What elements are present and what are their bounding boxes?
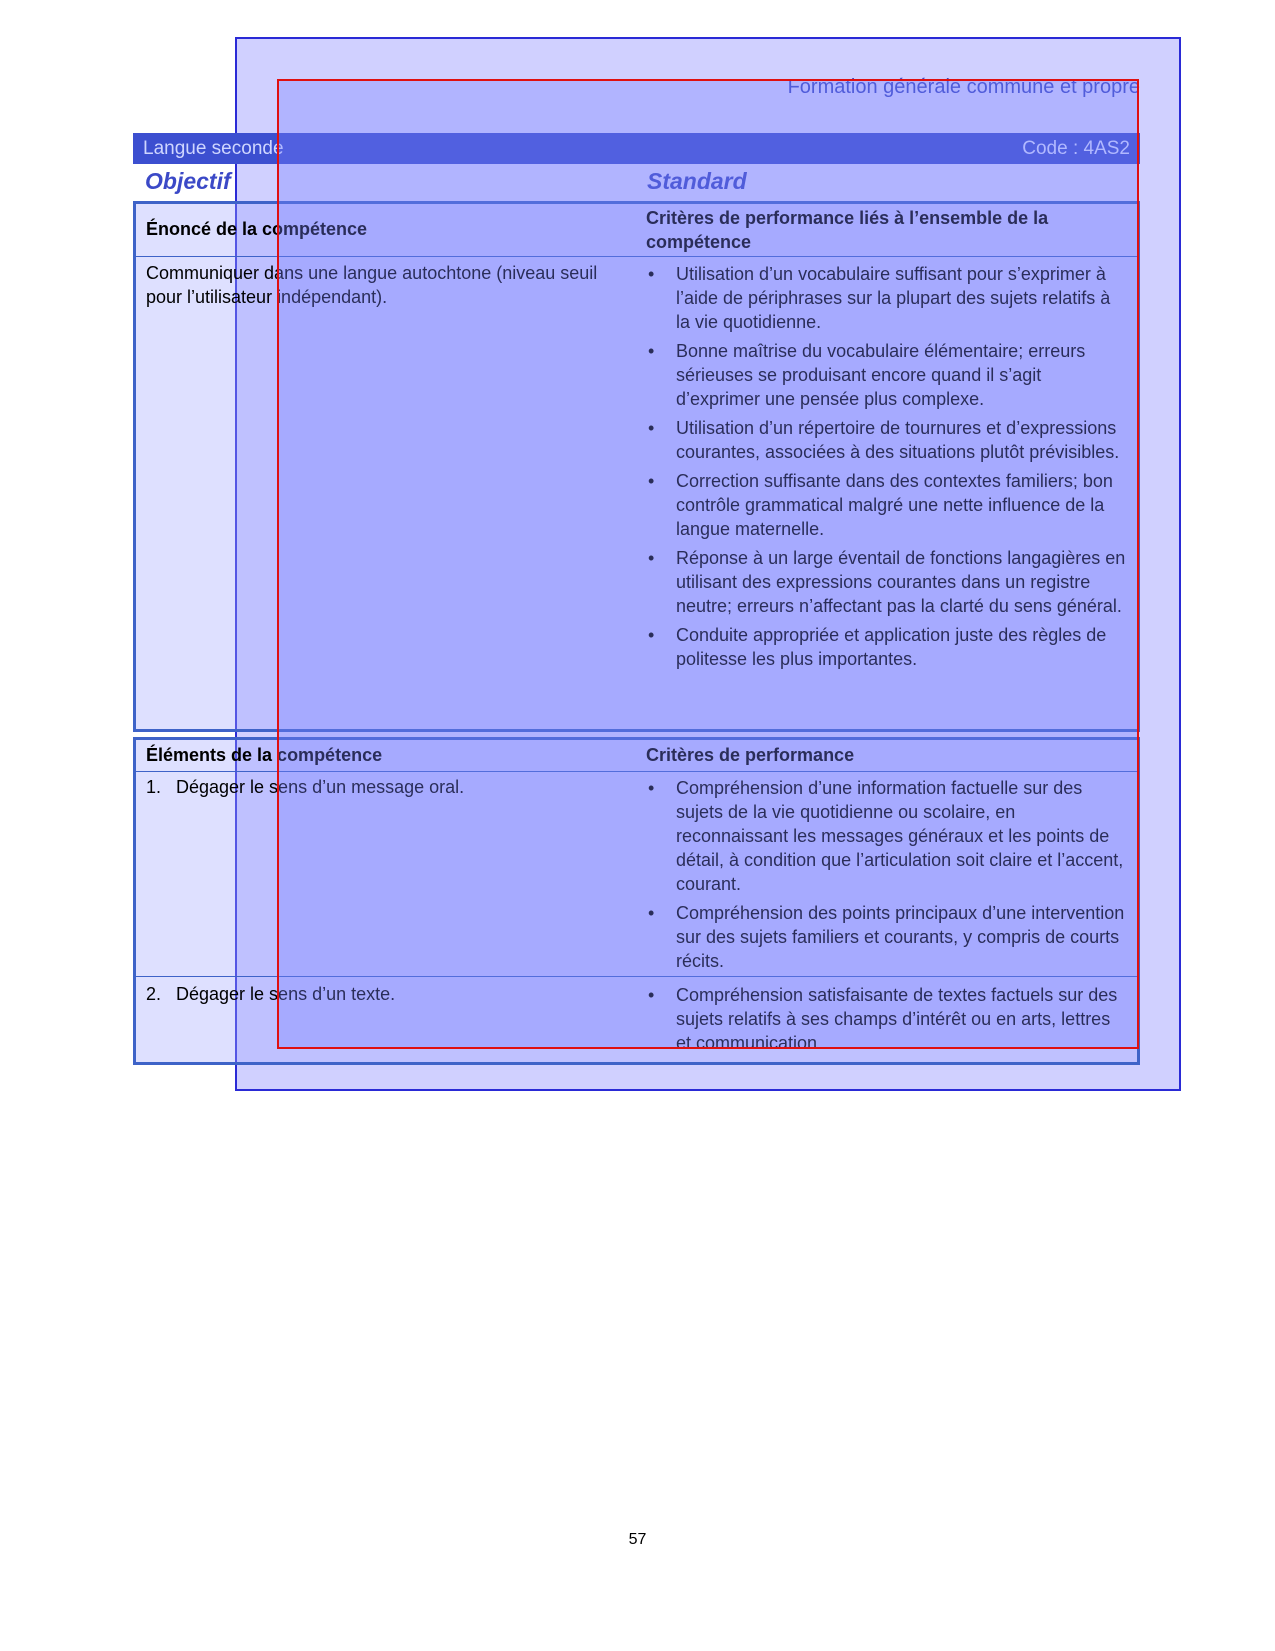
objectif-label: Objectif (145, 168, 231, 194)
bullet-icon: • (648, 471, 655, 491)
bullet-icon: • (648, 985, 655, 1005)
standard-label: Standard (647, 168, 747, 194)
page-number: 57 (628, 1531, 647, 1548)
criterion-text: Réponse à un large éventail de fonctions langagières en utilisant des expressions courantes dans un registre neutre; erreurs n’affectant pas la clarté du sens général. (676, 548, 1126, 616)
element-number: 2. (146, 984, 162, 1004)
bullet-icon: • (648, 548, 655, 568)
bullet-icon: • (648, 778, 655, 798)
criterion-text: Compréhension satisfaisante de textes factuels sur des sujets relatifs à ses champs d’intérêt ou en arts, lettres et communication. (676, 985, 1118, 1053)
bullet-icon: • (648, 418, 655, 438)
annotation-box-red (277, 79, 1139, 1049)
criterion-text: Compréhension d’une information factuelle sur des sujets de la vie quotidienne ou scolaire, en reconnaissant les messages généraux et les points de détail, à condition que l’articulation soit claire et l’accent, courant. (676, 778, 1124, 894)
criterion-text: Utilisation d’un répertoire de tournures et d’expressions courantes, associées à des situations plutôt prévisibles. (676, 418, 1120, 462)
header-title: Formation générale commune et propre (787, 76, 1140, 98)
subject-name: Langue seconde (143, 138, 284, 159)
bullet-icon: • (648, 341, 655, 361)
performance-header: Critères de performance (646, 745, 855, 765)
bullet-icon: • (648, 264, 655, 284)
criterion-text: Compréhension des points principaux d’une intervention sur des sujets familiers et courants, y compris de courts récits. (676, 903, 1125, 971)
criterion-text: Correction suffisante dans des contextes familiers; bon contrôle grammatical malgré une nette influence de la langue maternelle. (676, 471, 1113, 539)
statement-header: Énoncé de la compétence (146, 219, 368, 239)
element-number: 1. (146, 777, 162, 797)
criteria-header: Critères de performance liés à l’ensemble de la compétence (646, 208, 1049, 252)
criterion-text: Utilisation d’un vocabulaire suffisant pour s’exprimer à l’aide de périphrases sur la plupart des sujets relatifs à la vie quotidienne. (676, 264, 1111, 332)
bullet-icon: • (648, 625, 655, 645)
code-label: Code : (1022, 138, 1079, 159)
criterion-text: Bonne maîtrise du vocabulaire élémentaire; erreurs sérieuses se produisant encore quand il s’agit d’exprimer une pensée plus complexe. (676, 341, 1086, 409)
criterion-text: Conduite appropriée et application juste des règles de politesse les plus importantes. (676, 625, 1107, 669)
elements-header: Éléments de la compétence (146, 745, 383, 765)
element-text: Dégager le sens d’un texte. (176, 984, 396, 1004)
element-text: Dégager le sens d’un message oral. (176, 777, 465, 797)
code-value: 4AS2 (1083, 138, 1130, 159)
bullet-icon: • (648, 903, 655, 923)
competence-statement: Communiquer dans une langue autochtone (niveau seuil pour l’utilisateur indépendant). (146, 263, 598, 307)
